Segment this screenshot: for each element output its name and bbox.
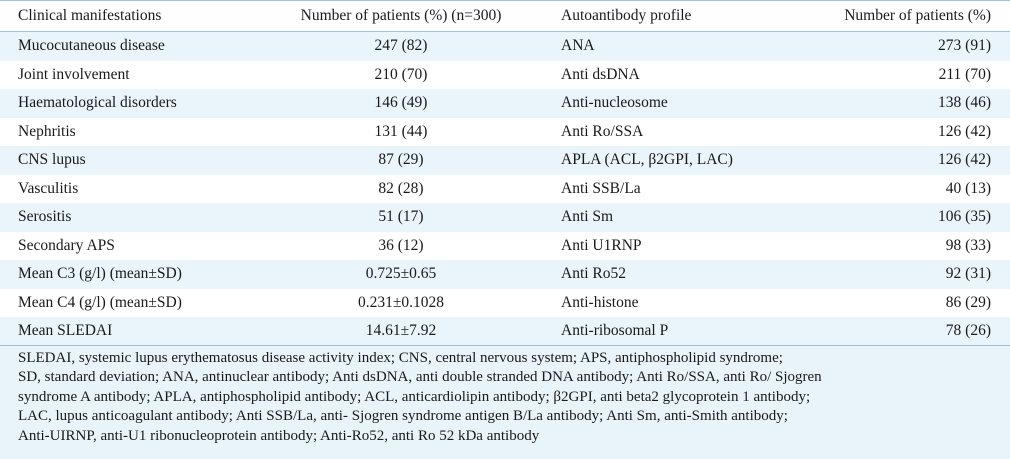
manifestation-count-cell: 0.725±0.65 [258, 260, 544, 289]
autoantibody-count-cell: 126 (42) [784, 146, 1010, 175]
manifestation-cell: Secondary APS [0, 232, 258, 261]
manifestation-count-cell: 82 (28) [258, 175, 544, 204]
table-row [0, 317, 1010, 346]
autoantibody-count-cell: 92 (31) [784, 260, 1010, 289]
manifestation-cell: Mean C4 (g/l) (mean±SD) [0, 289, 258, 318]
autoantibody-cell: Anti-histone [544, 289, 784, 318]
manifestation-cell: Mean C3 (g/l) (mean±SD) [0, 260, 258, 289]
manifestation-cell: Mean SLEDAI [0, 317, 258, 346]
autoantibody-count-cell: 86 (29) [784, 289, 1010, 318]
manifestation-count-cell: 0.231±0.1028 [258, 289, 544, 318]
manifestation-count-cell: 87 (29) [258, 146, 544, 175]
autoantibody-count-cell: 273 (91) [784, 32, 1010, 61]
header-clinical-manifestations: Clinical manifestations [0, 1, 258, 32]
autoantibody-count-cell: 126 (42) [784, 118, 1010, 147]
footnote-line: SLEDAI, systemic lupus erythematosus disease activity index; CNS, central nervous system; APS, antiphospholipid syndrome; [18, 350, 783, 366]
manifestation-cell: Serositis [0, 203, 258, 232]
manifestation-count-cell: 146 (49) [258, 89, 544, 118]
autoantibody-cell: Anti-nucleosome [544, 89, 784, 118]
table-row [0, 203, 1010, 232]
header-autoantibody-profile: Autoantibody profile [544, 1, 784, 32]
footnote-line: SD, standard deviation; ANA, antinuclear antibody; Anti dsDNA, anti double stranded DNA antibody; Anti Ro/SSA, anti Ro/ Sjogren [18, 369, 822, 386]
autoantibody-count-cell: 78 (26) [784, 317, 1010, 346]
autoantibody-count-cell: 211 (70) [784, 61, 1010, 90]
autoantibody-cell: Anti Ro52 [544, 260, 784, 289]
table-row [0, 118, 1010, 147]
table-row [0, 289, 1010, 318]
autoantibody-count-cell: 98 (33) [784, 232, 1010, 261]
manifestation-count-cell: 14.61±7.92 [258, 317, 544, 346]
manifestation-count-cell: 247 (82) [258, 32, 544, 61]
autoantibody-cell: Anti dsDNA [544, 61, 784, 90]
manifestation-count-cell: 51 (17) [258, 203, 544, 232]
manifestation-cell: Vasculitis [0, 175, 258, 204]
table-row [0, 232, 1010, 261]
autoantibody-cell: ANA [544, 32, 784, 61]
autoantibody-count-cell: 40 (13) [784, 175, 1010, 204]
table-row [0, 32, 1010, 61]
manifestation-cell: Mucocutaneous disease [0, 32, 258, 61]
header-row [0, 1, 1010, 32]
table-row [0, 89, 1010, 118]
autoantibody-cell: Anti Sm [544, 203, 784, 232]
footnote-line: syndrome A antibody; APLA, antiphospholipid antibody; ACL, anticardiolipin antibody; β2GPI, anti beta2 glycoprotein 1 antibody; [18, 388, 811, 405]
manifestation-count-cell: 131 (44) [258, 118, 544, 147]
footnote-line: Anti-UIRNP, anti-U1 ribonucleoprotein antibody; Anti-Ro52, anti Ro 52 kDa antibody [18, 427, 540, 444]
autoantibody-cell: Anti Ro/SSA [544, 118, 784, 147]
manifestation-count-cell: 210 (70) [258, 61, 544, 90]
autoantibody-cell: Anti SSB/La [544, 175, 784, 204]
header-number-of-patients-n300: Number of patients (%) (n=300) [258, 1, 544, 32]
manifestation-cell: CNS lupus [0, 146, 258, 175]
footnote-line: LAC, lupus anticoagulant antibody; Anti SSB/La, anti- Sjogren syndrome antigen B/La antibody; Anti Sm, anti-Smith antibody; [18, 408, 788, 425]
table-row [0, 175, 1010, 204]
table-footnote [0, 345, 1010, 459]
table-row [0, 61, 1010, 90]
autoantibody-cell: APLA (ACL, β2GPI, LAC) [544, 146, 784, 175]
manifestation-count-cell: 36 (12) [258, 232, 544, 261]
autoantibody-count-cell: 138 (46) [784, 89, 1010, 118]
manifestation-cell: Nephritis [0, 118, 258, 147]
table-row [0, 260, 1010, 289]
table-row [0, 146, 1010, 175]
header-number-of-patients: Number of patients (%) [784, 1, 1010, 32]
autoantibody-cell: Anti U1RNP [544, 232, 784, 261]
autoantibody-count-cell: 106 (35) [784, 203, 1010, 232]
manifestation-cell: Haematological disorders [0, 89, 258, 118]
autoantibody-cell: Anti-ribosomal P [544, 317, 784, 346]
manifestation-cell: Joint involvement [0, 61, 258, 90]
